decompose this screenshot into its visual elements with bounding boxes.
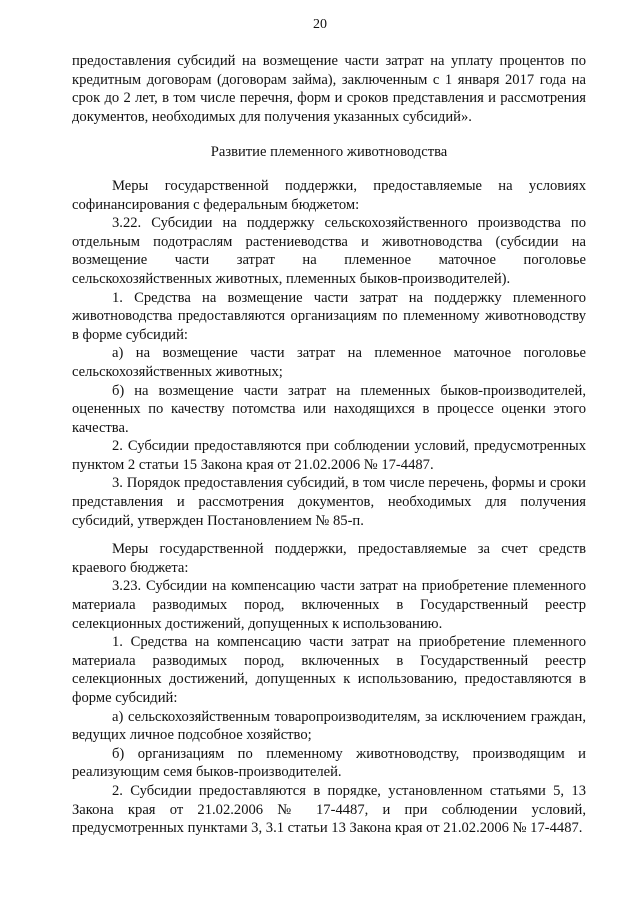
page-number: 20 xyxy=(313,17,327,32)
paragraph: Меры государственной поддержки, предоставляемые на условиях софинансирования с федеральным бюджетом: xyxy=(72,177,586,213)
paragraph: 1. Средства на компенсацию части затрат на приобретение племенного материала разводимых пород, включенных в Государственный реестр селекционных достижений, допущенных к использованию, предоставляются в форме субсидий: xyxy=(72,634,586,706)
paragraph: а) сельскохозяйственным товаропроизводителям, за исключением граждан, ведущих личное подсобное хозяйство; xyxy=(72,708,586,744)
paragraph: Меры государственной поддержки, предоставляемые за счет средств краевого бюджета: xyxy=(72,541,586,576)
paragraph: б) организациям по племенному животноводству, производящим и реализующим семя быков-производителей. xyxy=(72,745,586,781)
paragraph: 2. Субсидии предоставляются при соблюдении условий, предусмотренных пунктом 2 статьи 15 Закона края от 21.02.2006 № 17-4487. xyxy=(72,438,586,473)
paragraph: 3.23. Субсидии на компенсацию части затрат на приобретение племенного материала разводимых пород, включенных в Государственный реестр селекционных достижений, допущенных к использованию. xyxy=(72,578,586,632)
paragraph: 3. Порядок предоставления субсидий, в том числе перечень, формы и сроки представления и рассмотрения документов, необходимых для получения субсидий, утвержден Постановлением № 85-п. xyxy=(72,475,586,529)
paragraph: 3.22. Субсидии на поддержку сельскохозяйственного производства по отдельным подотраслям растениеводства и животноводства (субсидии на возмещение части затрат на племенное маточное поголовье сельскохозяйственных животных, племенных быков-производителей). xyxy=(72,215,586,287)
paragraph: б) на возмещение части затрат на племенных быков-производителей, оцененных по качеству потомства или находящихся в процессе оценки этого качества. xyxy=(72,382,586,436)
document-body xyxy=(72,52,586,838)
paragraph: 1. Средства на возмещение части затрат на поддержку племенного животноводства предоставляются организациям по племенному животноводству в форме субсидий: xyxy=(72,289,586,343)
section-title: Развитие племенного животноводства xyxy=(210,144,448,161)
paragraph-continuation: предоставления субсидий на возмещение части затрат на уплату процентов по кредитным договорам (договорам займа), заключенным с 1 января 2017 года на срок до 2 лет, в том числе перечня, форм и сроков представления и рассмотрения документов, необходимых для получения указанных субсидий». xyxy=(72,53,586,125)
paragraph: 2. Субсидии предоставляются в порядке, установленном статьями 5, 13 Закона края от 21.02.2006 № 17-4487, и при соблюдении условий, предусмотренных пунктами 3, 3.1 статьи 13 Закона края от 21.02.2006 № 17-4487. xyxy=(72,782,586,837)
paragraph: а) на возмещение части затрат на племенное маточное поголовье сельскохозяйственных животных; xyxy=(72,345,586,380)
